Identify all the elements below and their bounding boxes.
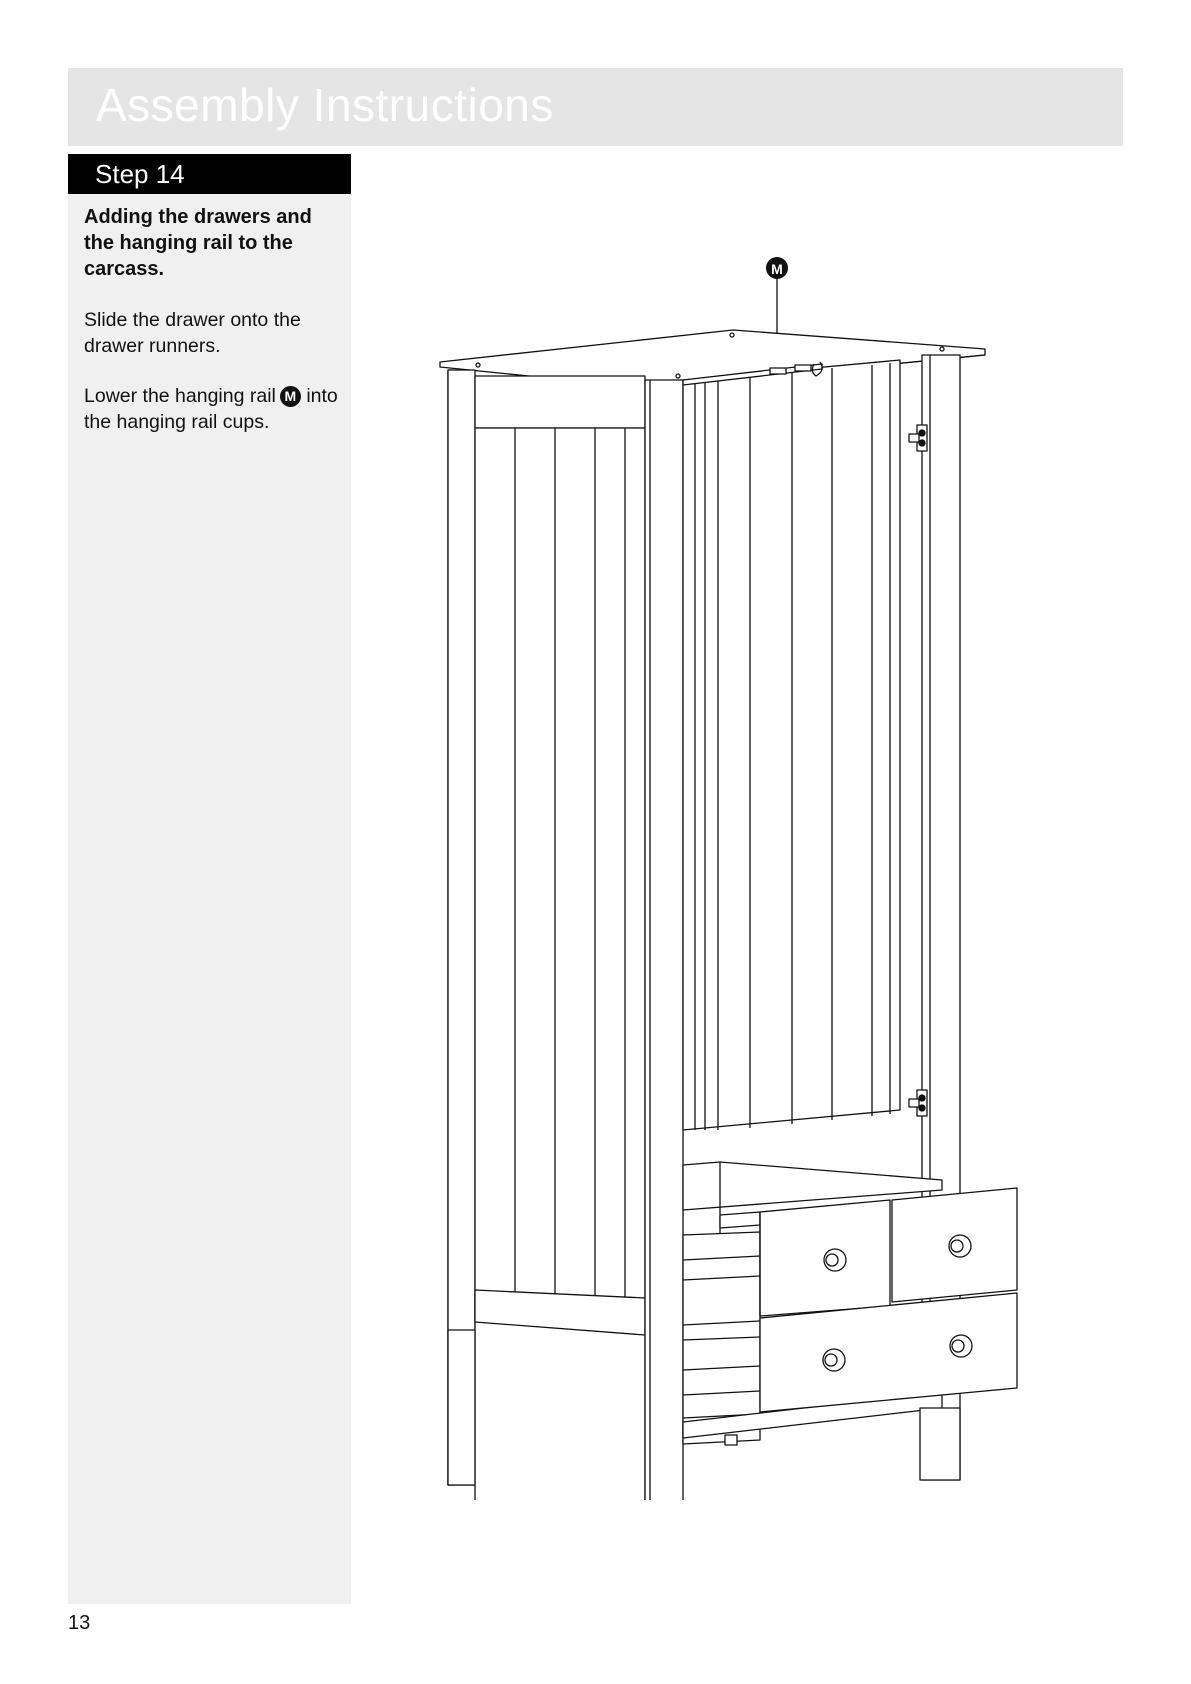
part-m-label: M xyxy=(771,261,783,277)
step-heading: Adding the drawers and the hanging rail to the carcass. xyxy=(84,206,312,280)
front-stile xyxy=(645,380,683,1500)
hinge-bottom-icon xyxy=(909,1090,927,1116)
wardrobe-assembly-diagram xyxy=(420,250,1030,1500)
instruction-hanging-rail xyxy=(84,383,344,435)
hinge-top-icon xyxy=(909,425,927,451)
back-panel xyxy=(683,360,900,1130)
drawer-front-top-right xyxy=(892,1188,1017,1302)
part-m-badge-icon: M xyxy=(280,386,301,407)
instruction-hanging-rail-text-end: into the hanging rail cups. xyxy=(84,385,338,433)
page-title: Assembly Instructions xyxy=(96,79,554,131)
header-band xyxy=(68,68,1123,146)
drawer-front-top-left xyxy=(760,1200,890,1316)
left-side-panel xyxy=(448,370,645,1500)
step-label: Step 14 xyxy=(68,154,351,194)
page-number: 13 xyxy=(68,1612,91,1634)
drawer-runners xyxy=(683,1212,760,1444)
instruction-slide-drawer: Slide the drawer onto the drawer runners. xyxy=(84,309,301,357)
instruction-hanging-rail-text: Lower the hanging rail xyxy=(84,385,276,407)
instructions-sidebar xyxy=(68,154,351,1604)
